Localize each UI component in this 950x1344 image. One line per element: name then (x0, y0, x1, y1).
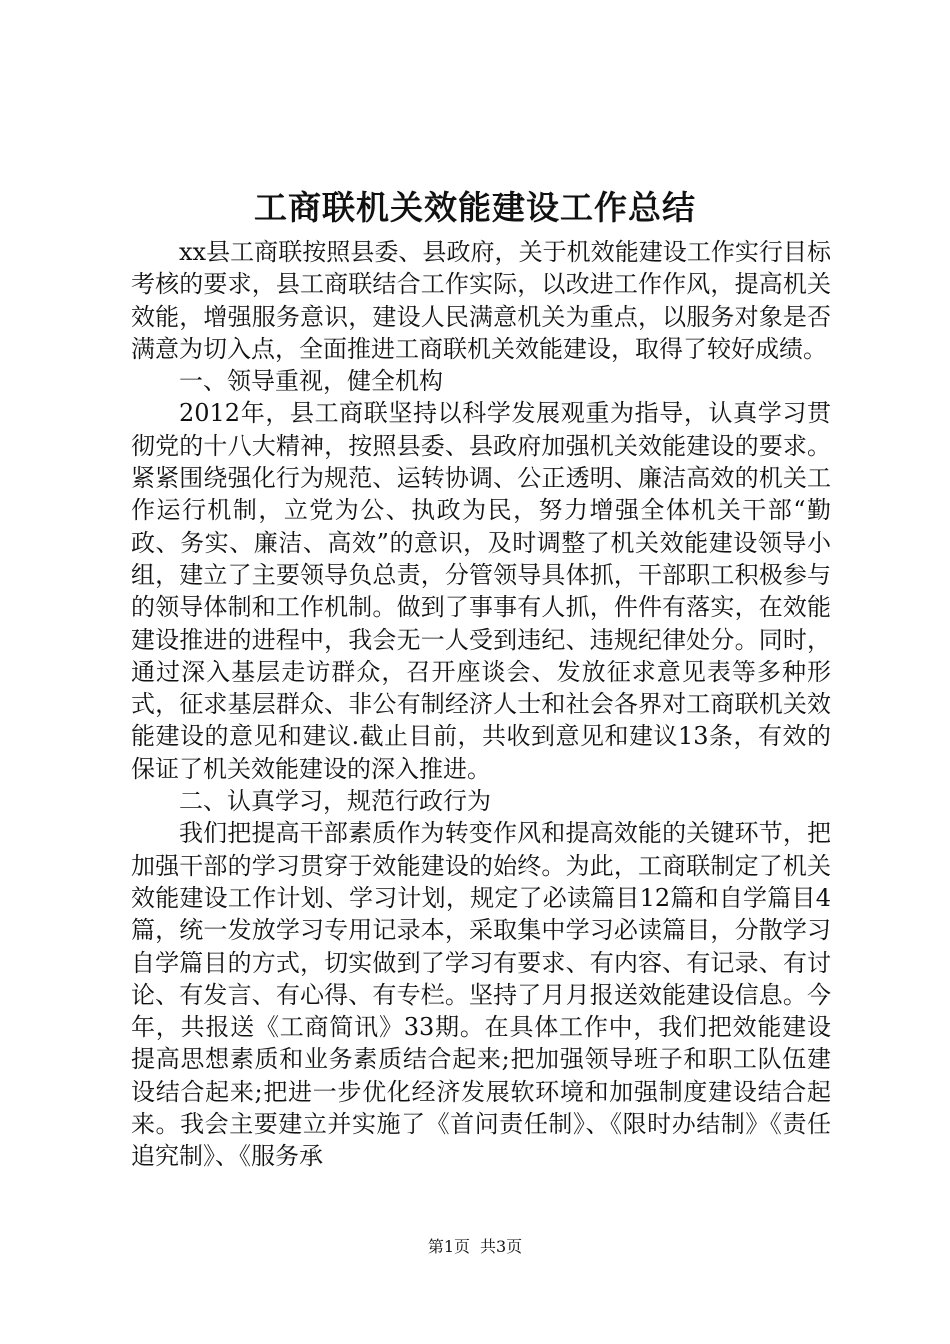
page-number: 第1页 (427, 1237, 470, 1256)
paragraph-section-1: 2012年，县工商联坚持以科学发展观重为指导，认真学习贯彻党的十八大精神，按照县委、县政府加强机关效能建设的要求。紧紧围绕强化行为规范、运转协调、公正透明、廉洁高效的机关工作运行机制，立党为公、执政为民，努力增强全体机关干部“勤政、务实、廉洁、高效”的意识，及时调整了机关效能建设领导小组，建立了主要领导负总责，分管领导具体抓，干部职工积极参与的领导体制和工作机制。做到了事事有人抓，件件有落实，在效能建设推进的进程中，我会无一人受到违纪、违规纪律处分。同时，通过深入基层走访群众，召开座谈会、发放征求意见表等多种形式，征求基层群众、非公有制经济人士和社会各界对工商联机关效能建设的意见和建议.截止目前，共收到意见和建议13条，有效的保证了机关效能建设的深入推进。 (131, 399, 831, 783)
paragraph-intro: xx县工商联按照县委、县政府，关于机效能建设工作实行目标考核的要求，县工商联结合工作实际，以改进工作作风，提高机关效能，增强服务意识，建设人民满意机关为重点，以服务对象是否满意为切入点，全面推进工商联机关效能建设，取得了较好成绩。 (131, 238, 831, 363)
paragraph-section-2: 我们把提高干部素质作为转变作风和提高效能的关键环节，把加强干部的学习贯穿于效能建设的始终。为此，工商联制定了机关效能建设工作计划、学习计划，规定了必读篇目12篇和自学篇目4篇，统一发放学习专用记录本，采取集中学习必读篇目，分散学习自学篇目的方式，切实做到了学习有要求、有内容、有记录、有讨论、有发言、有心得、有专栏。坚持了月月报送效能建设信息。今年，共报送《工商简讯》33期。在具体工作中，我们把效能建设提高思想素质和业务素质结合起来;把加强领导班子和职工队伍建设结合起来;把进一步优化经济发展软环境和加强制度建设结合起来。我会主要建立并实施了《首问责任制》、《限时办结制》《责任追究制》、《服务承 (131, 819, 831, 1171)
page-footer (0, 1236, 950, 1258)
document-title: 工商联机关效能建设工作总结 (254, 188, 696, 227)
section-heading-2: 二、认真学习，规范行政行为 (179, 787, 491, 816)
section-heading-1: 一、领导重视，健全机构 (179, 367, 443, 396)
page-total: 共3页 (480, 1237, 523, 1256)
document-body (131, 236, 831, 1173)
